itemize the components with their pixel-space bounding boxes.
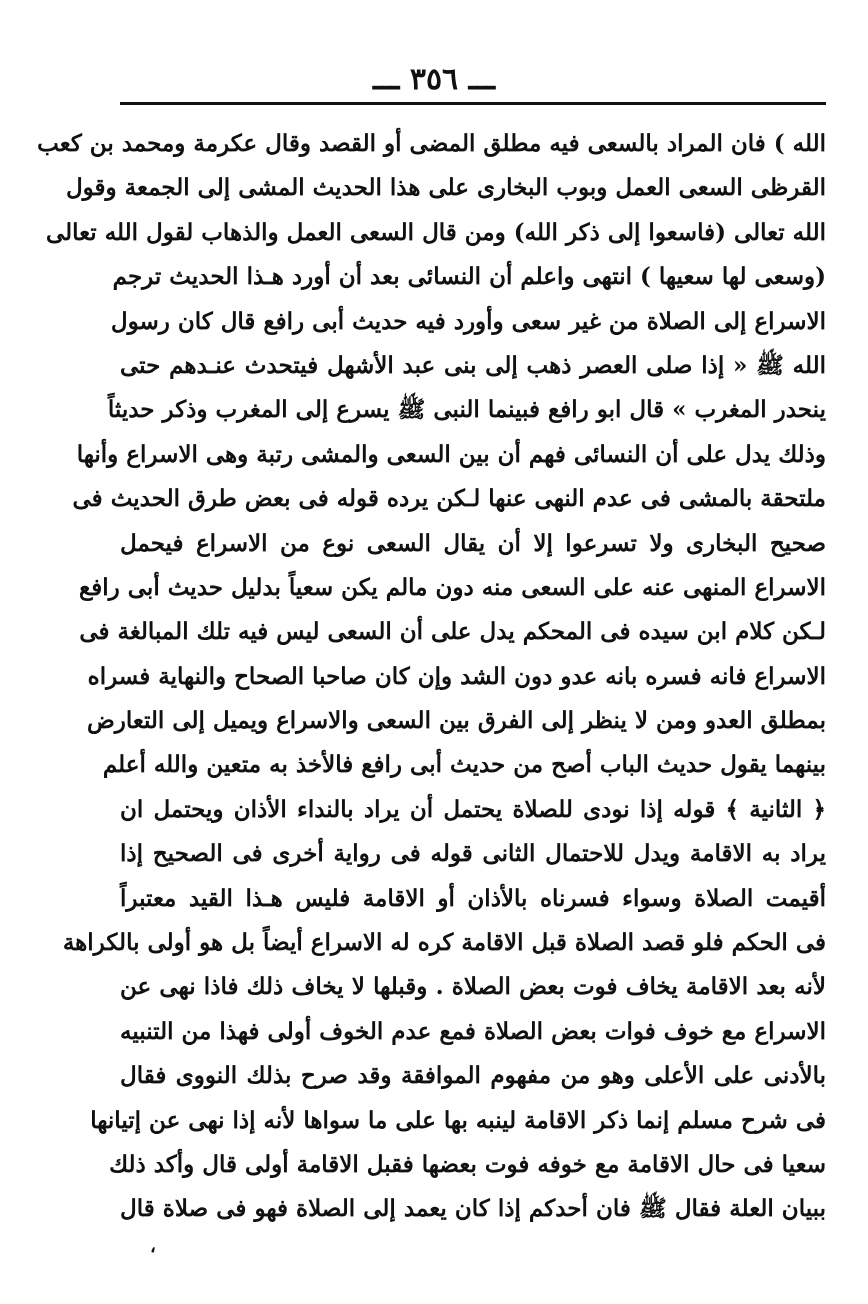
- text-line: الله ) فان المراد بالسعى فيه مطلق المضى أو القصد وقال عكرمة ومحمد بن كعب: [37, 130, 826, 157]
- text-line: سعيا فى حال الاقامة مع خوفه فوت بعضها فقبل الاقامة أولى قال وأكد ذلك: [109, 1150, 826, 1178]
- text-line: لأنه بعد الاقامة يخاف فوت بعض الصلاة . وقبلها لا يخاف ذلك فاذا نهى عن: [120, 973, 826, 1001]
- text-line: فى شرح مسلم إنما ذكر الاقامة لينبه بها على ما سواها لأنه إذا نهى عن إتيانها: [90, 1106, 826, 1134]
- text-line: صحيح البخارى ولا تسرعوا إلا أن يقال السعى نوع من الاسراع فيحمل: [120, 529, 826, 557]
- text-line: بالأدنى على الأعلى وهو من مفهوم الموافقة وقد صرح بذلك النووى فقال: [120, 1062, 826, 1090]
- body-text: [37, 122, 826, 1232]
- text-line: (وسعى لها سعيها ) انتهى واعلم أن النسائى بعد أن أورد هـذا الحديث ترجم: [112, 263, 826, 291]
- text-line: الاسراع فانه فسره بانه عدو دون الشد وإن كان صاحبا الصحاح والنهاية فسراه: [87, 662, 826, 690]
- text-line: الاسراع المنهى عنه على السعى منه دون مالم يكن سعياً بدليل حديث أبى رافع: [79, 573, 826, 601]
- text-line: الله تعالى (فاسعوا إلى ذكر الله) ومن قال السعى العمل والذهاب لقول الله تعالى: [46, 218, 826, 246]
- section-heading-line: ﴿ الثانية ﴾ قوله إذا نودى للصلاة يحتمل أن يراد بالنداء الأذان ويحتمل ان: [120, 795, 826, 823]
- text-line: لـكن كلام ابن سيده فى المحكم يدل على أن السعى ليس فيه تلك المبالغة فى: [79, 618, 826, 646]
- text-line: ببيان العلة فقال ﷺ فان أحدكم إذا كان يعمد إلى الصلاة فهو فى صلاة قال: [120, 1195, 826, 1223]
- text-line: فى الحكم فلو قصد الصلاة قبل الاقامة كره له الاسراع أيضاً بل هو أولى بالكراهة: [62, 929, 826, 957]
- text-line: الله ﷺ « إذا صلى العصر ذهب إلى بنى عبد الأشهل فيتحدث عنـدهم حتى: [120, 351, 826, 379]
- page-number: ـــ ٣٥٦ ـــ: [373, 62, 495, 97]
- text-line: يراد به الاقامة ويدل للاحتمال الثانى قوله فى رواية أخرى فى الصحيح إذا: [120, 840, 826, 868]
- text-line: الاسراع مع خوف فوات بعض الصلاة فمع عدم الخوف أولى فهذا من التنبيه: [120, 1017, 826, 1045]
- footer-mark: ،: [150, 1236, 156, 1257]
- text-line: ملتحقة بالمشى فى عدم النهى عنها لـكن يرده قوله فى بعض طرق الحديث فى: [72, 485, 826, 513]
- text-line: الاسراع إلى الصلاة من غير سعى وأورد فيه حديث أبى رافع قال كان رسول: [110, 307, 826, 335]
- text-line: ينحدر المغرب » قال ابو رافع فبينما النبى ﷺ يسرع إلى المغرب وذكر حديثاً: [107, 396, 826, 424]
- text-line: القرظى السعى العمل وبوب البخارى على هذا الحديث المشى إلى الجمعة وقول: [65, 174, 826, 202]
- text-line: بينهما يقول حديث الباب أصح من حديث أبى رافع فالأخذ به متعين والله أعلم: [102, 751, 826, 779]
- text-line: أقيمت الصلاة وسواء فسرناه بالأذان أو الاقامة فليس هـذا القيد معتبراً: [120, 884, 826, 912]
- header-rule: [120, 102, 826, 105]
- text-line: بمطلق العدو ومن لا ينظر إلى الفرق بين السعى والاسراع ويميل إلى التعارض: [86, 707, 826, 735]
- text-line: وذلك يدل على أن النسائى فهم أن بين السعى والمشى رتبة وهى الاسراع وأنها: [76, 440, 826, 468]
